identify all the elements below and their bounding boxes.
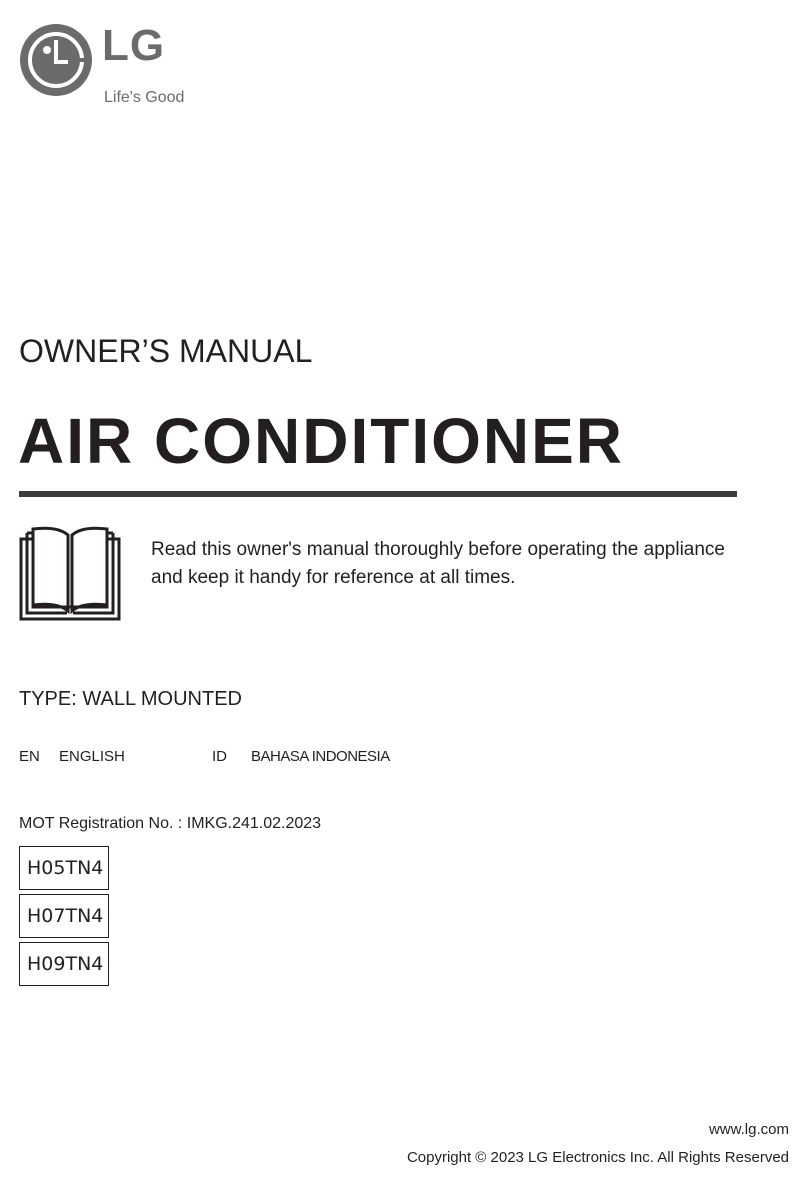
read-manual-notice: Read this owner's manual thoroughly before operating the appliance and keep it handy for reference at all times. [151, 539, 725, 588]
open-book-icon [19, 525, 121, 621]
document-subtitle: OWNER’S MANUAL [19, 333, 313, 369]
model-number-box: H05TN4 [19, 846, 109, 890]
title-divider [19, 491, 737, 497]
language-code-en: EN [19, 748, 40, 765]
model-number-box: H07TN4 [19, 894, 109, 938]
lg-face-logo-icon [18, 22, 94, 98]
language-name-en: ENGLISH [59, 748, 125, 765]
website-link[interactable]: www.lg.com [708, 1121, 789, 1138]
mot-registration: MOT Registration No. : IMKG.241.02.2023 [19, 815, 322, 832]
brand-slogan: Life's Good [104, 89, 185, 106]
model-number-box: H09TN4 [19, 942, 109, 986]
document-title: AIR CONDITIONER [18, 405, 624, 477]
language-name-id: BAHASA INDONESIA [251, 748, 390, 765]
language-code-id: ID [212, 748, 227, 765]
brand-logo-text: LG [102, 21, 166, 70]
copyright-notice: Copyright © 2023 LG Electronics Inc. All Rights Reserved [406, 1149, 789, 1166]
product-type: TYPE: WALL MOUNTED [19, 688, 242, 710]
